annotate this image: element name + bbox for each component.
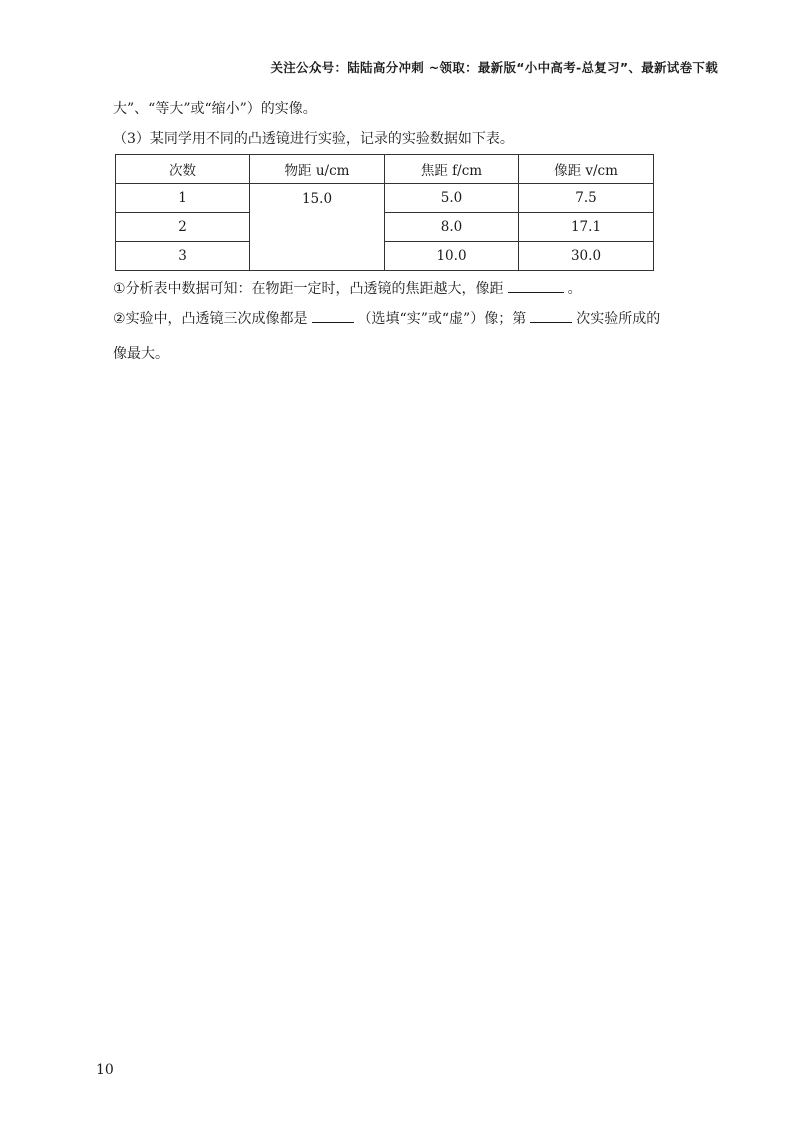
circled-number-2: ②: [113, 311, 126, 327]
question-3-intro: （3）某同学用不同的凸透镜进行实验，记录的实验数据如下表。: [113, 131, 514, 147]
sub-question-2-continuation: 像最大。: [113, 346, 169, 362]
cell-focal: 10.0: [385, 242, 519, 271]
cell-trial: 2: [116, 213, 250, 242]
answer-blank-2[interactable]: [312, 310, 354, 323]
cell-image-distance: 30.0: [519, 242, 654, 271]
sub-question-2: [113, 308, 660, 328]
sub-question-2-text-b: （选填“实”或“虚”）像；第: [357, 311, 527, 327]
cell-trial: 3: [116, 242, 250, 271]
sub-question-1-text: 分析表中数据可知：在物距一定时，凸透镜的焦距越大，像距: [125, 281, 504, 297]
sub-question-2-text-c: 次实验所成的: [576, 311, 661, 327]
text-line-continuation: 大”、“等大”或“缩小”）的实像。: [113, 101, 317, 117]
header-cell-trial: 次数: [116, 155, 250, 184]
experiment-data-table: [115, 154, 654, 271]
table-row: [116, 184, 654, 213]
page-header: 关注公众号：陆陆高分冲刺 ~领取：最新版“小中高考-总复习”、最新试卷下载: [270, 60, 718, 75]
table-row: [116, 242, 654, 271]
cell-trial: 1: [116, 184, 250, 213]
sub-question-1: [113, 278, 582, 298]
cell-image-distance: 7.5: [519, 184, 654, 213]
answer-blank-3[interactable]: [530, 310, 572, 323]
table-header-row: [116, 155, 654, 184]
header-cell-image-distance: 像距 v/cm: [519, 155, 654, 184]
cell-image-distance: 17.1: [519, 213, 654, 242]
header-cell-focal-length: 焦距 f/cm: [385, 155, 519, 184]
header-cell-object-distance: 物距 u/cm: [250, 155, 385, 184]
sub-question-2-text-a: 实验中，凸透镜三次成像都是: [125, 311, 308, 327]
cell-object-distance-merged: 15.0: [250, 184, 385, 271]
sub-question-1-end: 。: [567, 281, 582, 297]
cell-focal: 8.0: [385, 213, 519, 242]
answer-blank-1[interactable]: [508, 280, 564, 293]
circled-number-1: ①: [113, 281, 126, 297]
cell-focal: 5.0: [385, 184, 519, 213]
table-row: [116, 213, 654, 242]
page-number: 10: [96, 1062, 114, 1078]
